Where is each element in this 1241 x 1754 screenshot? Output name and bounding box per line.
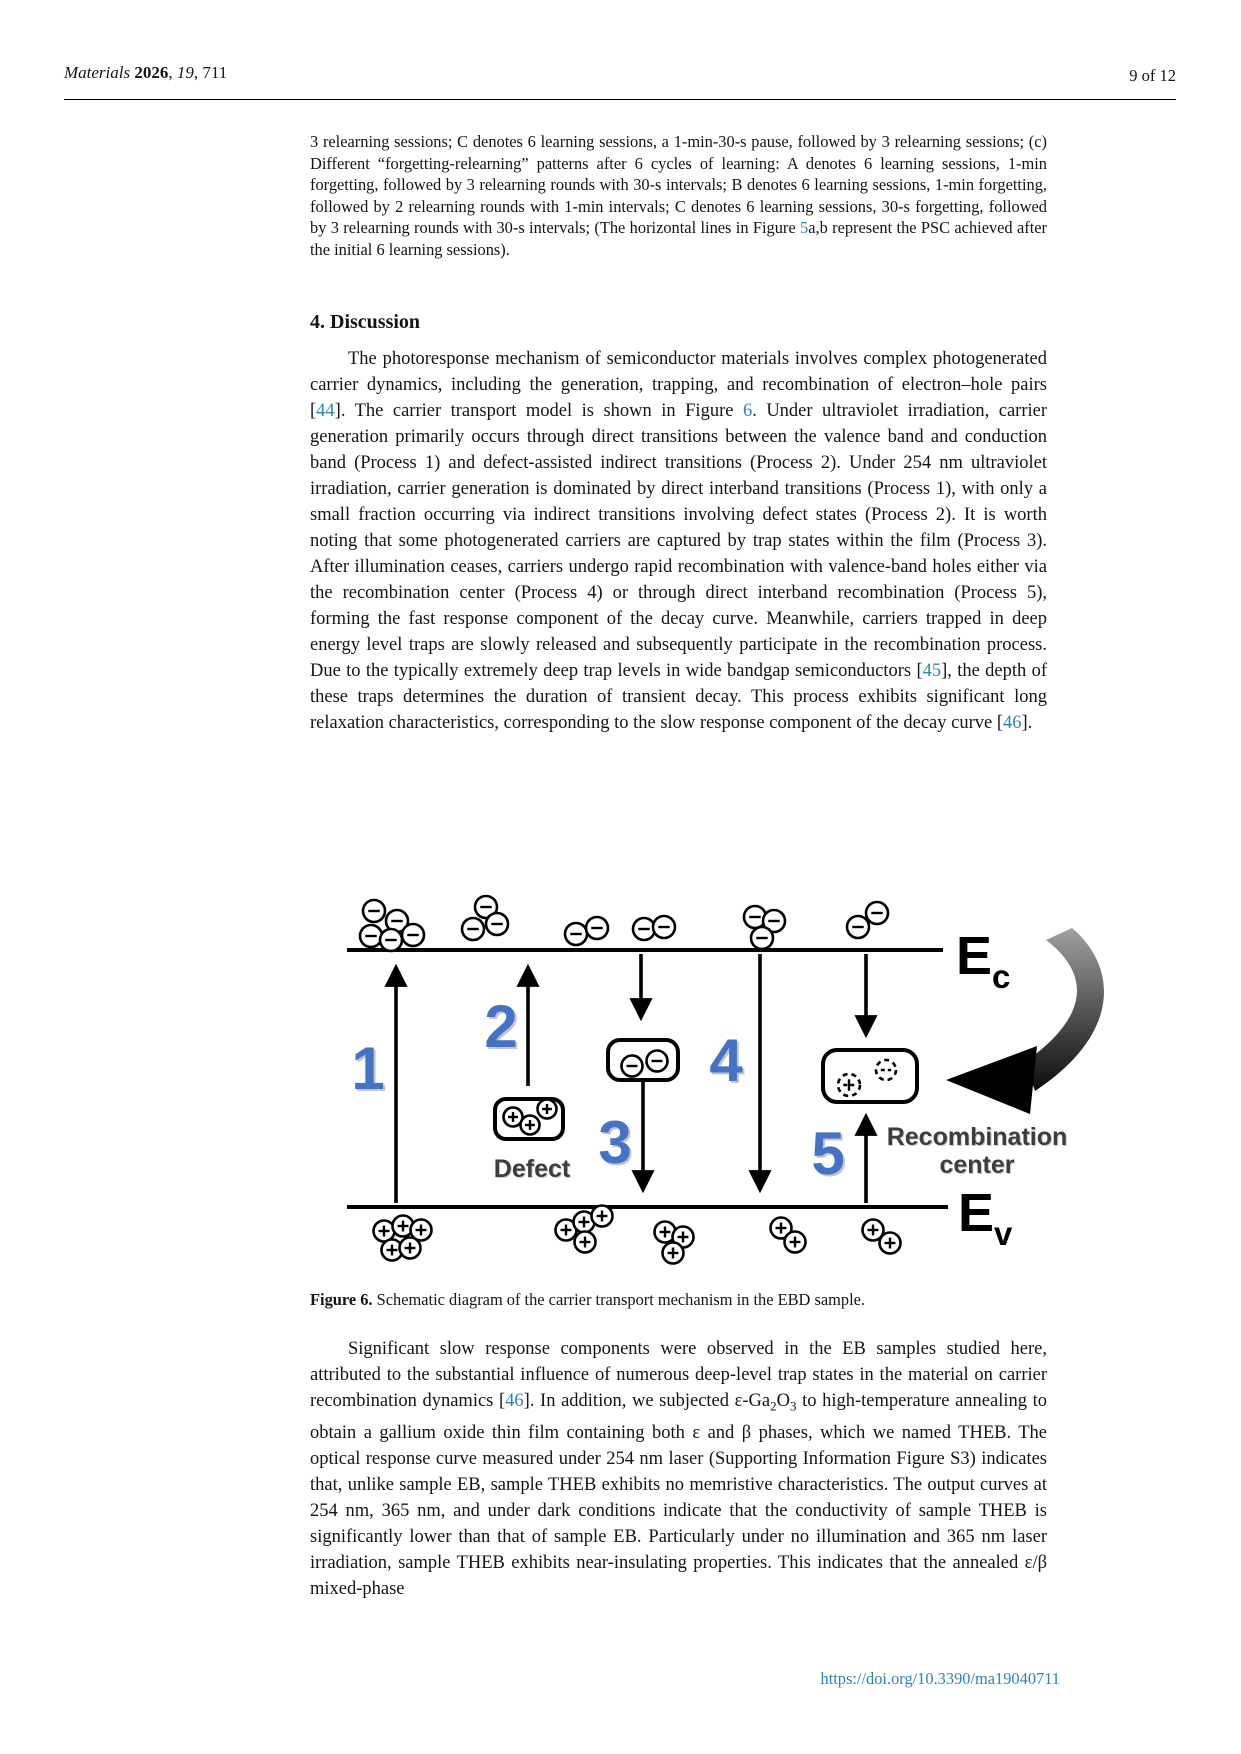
text-segment: 19 xyxy=(176,63,194,82)
text-segment: , xyxy=(168,63,177,82)
figure6-diagram xyxy=(320,878,1132,1278)
text-segment: O xyxy=(776,1391,790,1411)
text-segment: Materials xyxy=(64,63,131,82)
hole xyxy=(838,1074,860,1096)
valence-band-label: E xyxy=(958,1183,995,1243)
reference-link[interactable]: 46 xyxy=(505,1391,524,1411)
reference-link[interactable]: 45 xyxy=(922,661,942,681)
text-segment: . Under ultraviolet irradiation, carrier generation primarily occurs through direct transitions between the valence band and conduction band (Process 1) and defect-assisted indirect transitions (Process 2). Under 254 nm ultraviolet irradiation, carrier generation is dominated by direct interband transitions (Process 1), with only a small fraction occurring via indirect transitions involving defect states (Process 2). It is worth noting that some photogenerated carriers are captured by trap states within the film (Process 3). After illumination ceases, carriers undergo rapid recombination with valence-band holes either via the recombination center (Process 4) or through direct interband recombination (Process 5), forming the fast response component of the decay curve. Meanwhile, carriers trapped in deep energy level traps are slowly released and subsequently participate in the recombination process. Due to the typically extremely deep trap levels in wide bandgap semiconductors [ xyxy=(310,401,1048,681)
hole xyxy=(785,1232,806,1253)
electron xyxy=(866,902,888,924)
figure6-caption-label: Figure 6. xyxy=(310,1290,373,1309)
hole xyxy=(521,1116,540,1135)
recombination-label-line2: center xyxy=(939,1151,1015,1179)
conduction-band-label-sub: c xyxy=(992,958,1011,995)
recombination-center-box xyxy=(823,1050,917,1102)
text-segment: to high-temperature annealing to obtain a gallium oxide thin film containing both ε and β phases, which we named THEB. The optical response curve measured under 254 nm laser (Supporting Information Figure S3) indicates that, unlike sample EB, sample THEB exhibits no memristive characteristics. The output curves at 254 nm, 365 nm, and under dark conditions indicate that the conductivity of sample THEB is significantly lower than that of sample EB. Particularly under no illumination and 365 nm laser irradiation, sample THEB exhibits near-insulating properties. This indicates that the annealed ε/β mixed-phase xyxy=(310,1391,1047,1599)
electron xyxy=(363,900,385,922)
process4-number: 4 xyxy=(709,1027,743,1094)
text-segment: 2026 xyxy=(134,63,169,82)
process1-number: 1 xyxy=(351,1035,385,1102)
page-number: 9 of 12 xyxy=(1129,66,1176,85)
electron xyxy=(622,1056,643,1077)
figure6-caption xyxy=(310,1289,1050,1310)
reference-link[interactable]: 5 xyxy=(800,218,809,238)
electron xyxy=(462,918,484,940)
reference-link[interactable]: 6 xyxy=(742,401,753,421)
discussion-paragraph-2 xyxy=(310,1336,1047,1602)
electron xyxy=(876,1060,896,1080)
electron xyxy=(402,924,424,946)
text-segment: ], the depth of these traps determines the duration of transient decay. This process exhibits significant long relaxation characteristics, corresponding to the slow response component of the decay curve [ xyxy=(310,661,1047,733)
figure5-caption-continuation xyxy=(310,131,1047,261)
doi-link[interactable]: https://doi.org/10.3390/ma19040711 xyxy=(820,1669,1060,1688)
section-heading: 4. Discussion xyxy=(310,311,421,333)
hole xyxy=(880,1233,901,1254)
journal-header xyxy=(64,63,227,83)
electron xyxy=(586,917,608,939)
electron xyxy=(565,923,587,945)
electrons-above-conduction-band xyxy=(360,896,888,951)
recombination-label-line1: Recombination xyxy=(886,1123,1068,1151)
electron xyxy=(380,929,402,951)
text-segment: , 711 xyxy=(193,63,228,82)
electron xyxy=(360,925,382,947)
valence-band-label-sub: v xyxy=(994,1215,1013,1252)
text-segment: 3 xyxy=(789,1398,797,1414)
text-segment: a,b represent the PSC achieved after the initial 6 learning sessions). xyxy=(310,218,1047,259)
text-segment: ]. The carrier transport model is shown in Figure xyxy=(334,401,743,421)
holes-below-valence-band xyxy=(374,1206,901,1264)
reference-link[interactable]: 44 xyxy=(316,401,335,421)
process3-number: 3 xyxy=(598,1109,632,1176)
defect-label: Defect xyxy=(493,1155,571,1183)
hole xyxy=(575,1232,596,1253)
hole xyxy=(400,1238,421,1259)
text-segment: The photoresponse mechanism of semiconductor materials involves complex photogenerated carrier dynamics, including the generation, trapping, and recombination of electron–hole pairs [ xyxy=(310,349,1047,421)
hole xyxy=(592,1206,613,1227)
text-segment: 3 relearning sessions; C denotes 6 learning sessions, a 1-min-30-s pause, followed by 3 relearning sessions; (c) Different “forgetting-relearning” patterns after 6 cycles of learning: A denotes 6 learning sessions, 1-min forgetting, followed by 3 relearning rounds with 30-s intervals; B denotes 6 learning sessions, 1-min forgetting, followed by 2 relearning rounds with 1-min intervals; C denotes 6 learning sessions, 30-s forgetting, followed by 3 relearning rounds with 30-s intervals; (The horizontal lines in Figure xyxy=(310,132,1047,238)
electron xyxy=(633,918,655,940)
conduction-band-label: E xyxy=(956,926,993,986)
process5-number: 5 xyxy=(811,1120,845,1187)
figure6-caption-text: Schematic diagram of the carrier transport mechanism in the EBD sample. xyxy=(372,1290,865,1309)
electron xyxy=(653,916,675,938)
discussion-paragraph-1 xyxy=(310,346,1047,736)
electron xyxy=(751,927,773,949)
electron xyxy=(847,916,869,938)
text-segment: Significant slow response components were observed in the EB samples studied here, attributed to the substantial influence of numerous deep-level trap states in the material on carrier recombination dynamics [ xyxy=(310,1339,1047,1411)
electron xyxy=(647,1051,668,1072)
text-segment: ]. xyxy=(1021,713,1033,733)
text-segment: ]. In addition, we subjected ε-Ga xyxy=(523,1391,771,1411)
header-rule xyxy=(64,99,1176,100)
hole xyxy=(663,1243,684,1264)
reference-link[interactable]: 46 xyxy=(1002,713,1022,733)
process2-number: 2 xyxy=(484,993,518,1060)
electron xyxy=(486,913,508,935)
hole xyxy=(538,1100,557,1119)
text-segment: 2 xyxy=(770,1398,777,1414)
